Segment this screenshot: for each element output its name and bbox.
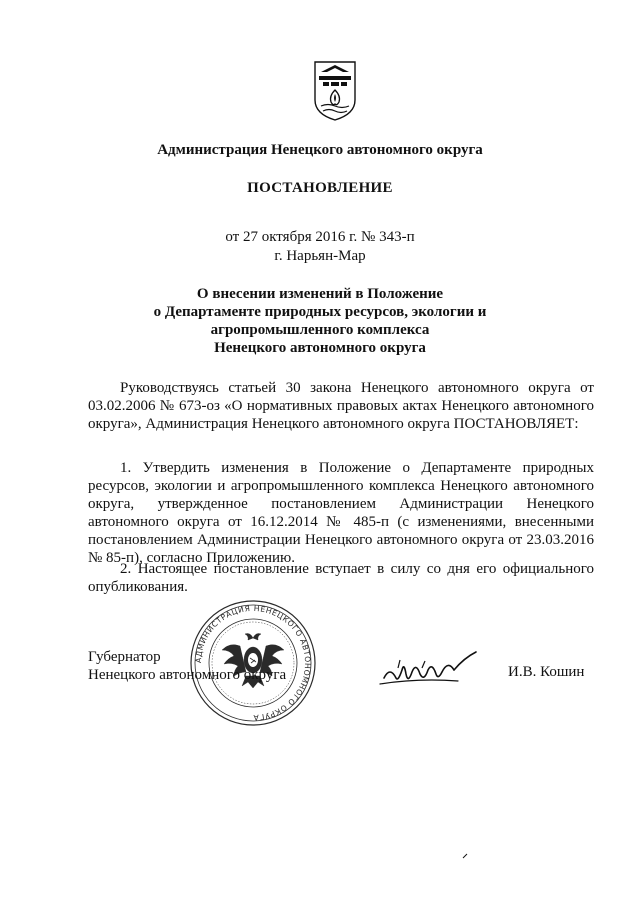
item-1-paragraph: 1. Утвердить изменения в Положение о Департаменте природных ресурсов, экологии и агропромышленного комплекса Ненецкого автономного округа, утвержденное постановлением Администрации Ненецкого автономного округа от 16.12.2014 № 485-п (с изменениями, внесенными постановлением Администрации Ненецкого автономного округа от 23.03.2016 № 85-п), согласно Приложению. — [88, 460, 594, 566]
signature-position — [88, 648, 286, 684]
subject-line: агропромышленного комплекса — [210, 322, 430, 338]
stray-mark — [462, 853, 468, 859]
seal-text: АДМИНИСТРАЦИЯ НЕНЕЦКОГО АВТОНОМНОГО ОКРУГА — [193, 603, 313, 723]
date-and-number: от 27 октября 2016 г. № 343-п — [225, 229, 415, 245]
city: г. Нарьян-Мар — [274, 248, 366, 264]
document-subject — [0, 285, 640, 357]
signer-name: И.В. Кошин — [508, 664, 585, 680]
preamble-paragraph: Руководствуясь статьей 30 закона Ненецкого автономного округа от 03.02.2006 № 673-оз «О нормативных правовых актах Ненецкого автономного округа», Администрация Ненецкого автономного округа ПОСТАНОВЛЯЕТ: — [88, 380, 594, 432]
position-title: Губернатор — [88, 649, 161, 665]
organization-name: Администрация Ненецкого автономного округа — [157, 142, 483, 158]
subject-line: О внесении изменений в Положение — [196, 286, 444, 302]
item-2-paragraph: 2. Настоящее постановление вступает в силу со дня его официального опубликования. — [88, 561, 594, 595]
coat-of-arms-emblem — [313, 60, 357, 122]
subject-line: Ненецкого автономного округа — [214, 340, 426, 356]
handwritten-signature — [378, 648, 483, 693]
position-organization: Ненецкого автономного округа — [88, 667, 287, 683]
subject-line: о Департаменте природных ресурсов, экологии и — [153, 304, 487, 320]
document-type: ПОСТАНОВЛЕНИЕ — [247, 180, 393, 196]
